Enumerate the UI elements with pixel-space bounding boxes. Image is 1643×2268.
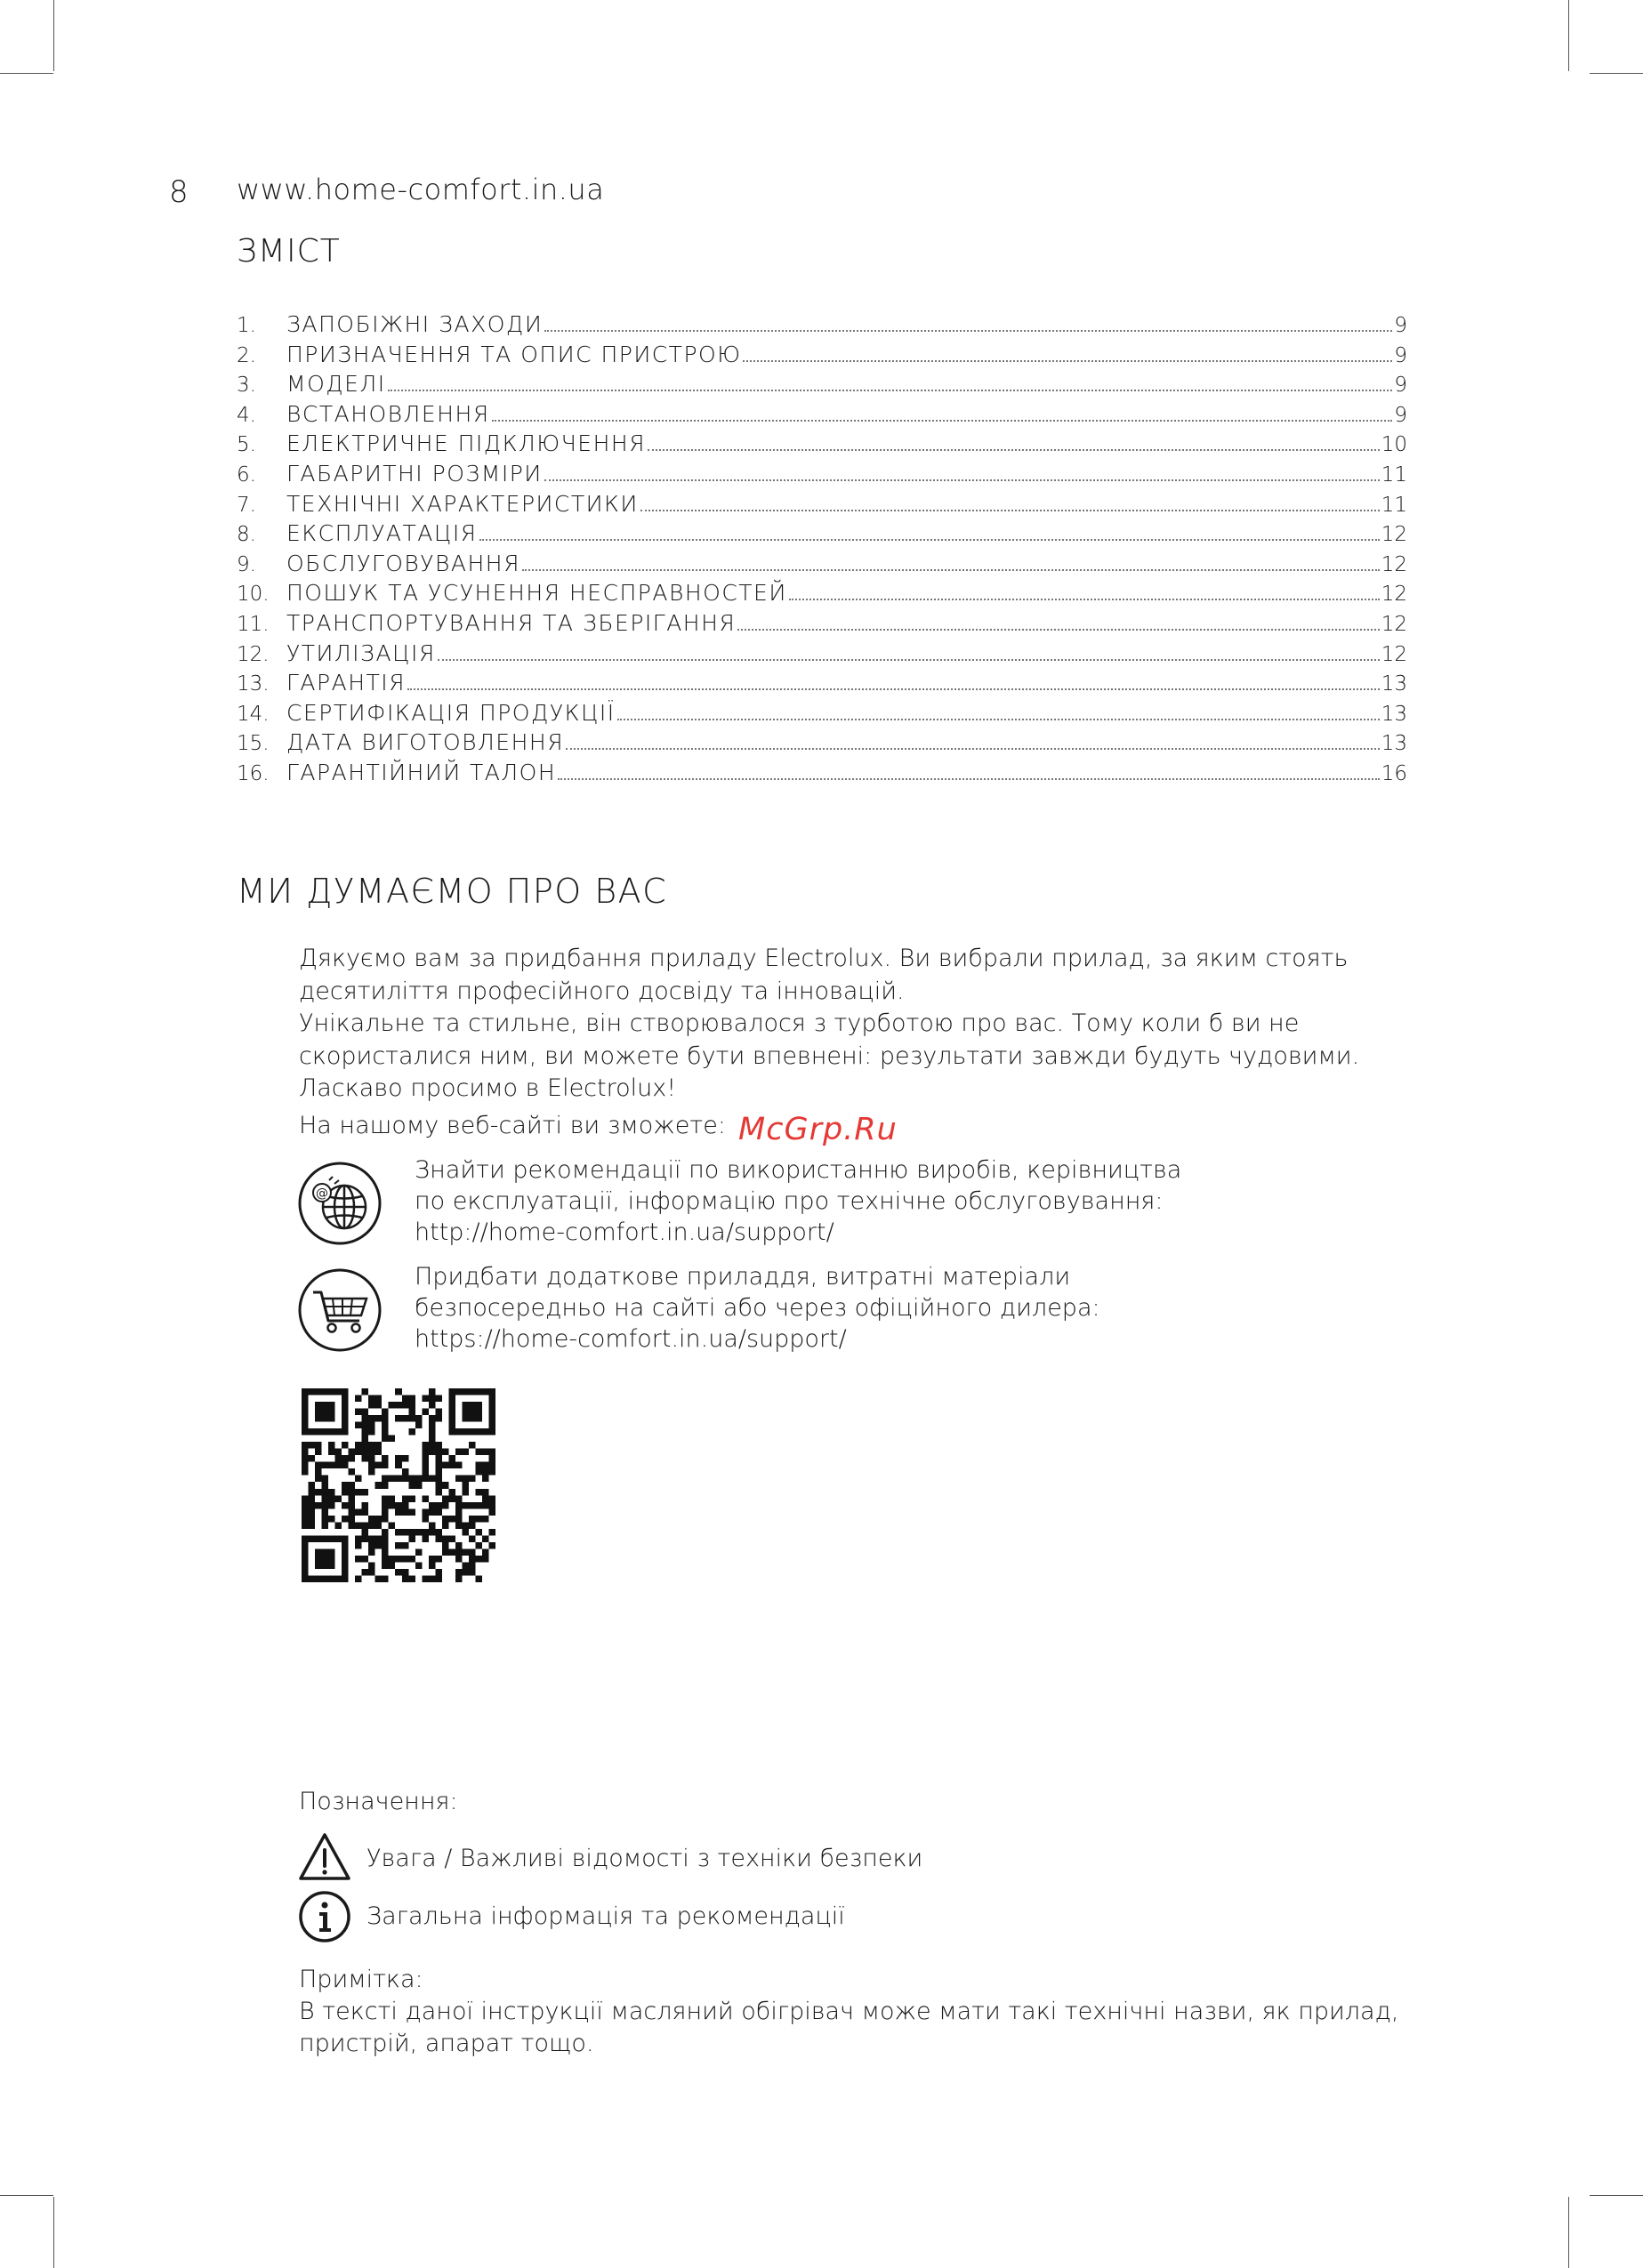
toc-row[interactable] xyxy=(237,430,1407,461)
page-number: 8 xyxy=(169,174,189,210)
toc-item-page: 13 xyxy=(1381,672,1407,696)
toc-row[interactable] xyxy=(237,729,1407,760)
toc-item-title: ЕКСПЛУАТАЦІЯ xyxy=(286,520,478,547)
crop-mark xyxy=(53,0,54,71)
toc-item-page: 13 xyxy=(1381,732,1407,756)
note-heading: Примітка: xyxy=(299,1966,423,1993)
about-heading: МИ ДУМАЄМО ПРО ВАС xyxy=(237,872,668,911)
toc-item-page: 9 xyxy=(1394,374,1407,398)
toc-item-number: 3. xyxy=(237,374,256,398)
toc-item-title: ТЕХНІЧНІ ХАРАКТЕРИСТИКИ xyxy=(286,490,639,517)
toc-item-number: 10. xyxy=(237,583,270,607)
crop-mark xyxy=(53,2197,54,2268)
toc-leader-dots xyxy=(438,658,1380,661)
crop-mark xyxy=(1568,2197,1569,2268)
crop-mark xyxy=(0,73,53,74)
info-icon xyxy=(297,1889,352,1944)
toc-item-title: ПРИЗНАЧЕННЯ ТА ОПИС ПРИСТРОЮ xyxy=(286,341,742,367)
toc-item-page: 13 xyxy=(1381,702,1407,726)
toc-leader-dots xyxy=(743,359,1392,362)
feature-line: Придбати додаткове приладдя, витратні матеріали xyxy=(415,1263,1071,1291)
toc-item-title: ДАТА ВИГОТОВЛЕННЯ xyxy=(286,729,565,756)
qr-code[interactable] xyxy=(302,1388,495,1582)
toc-item-page: 11 xyxy=(1381,493,1407,517)
toc-item-title: ГАРАНТІЙНИЙ ТАЛОН xyxy=(286,759,557,785)
toc-item-number: 6. xyxy=(237,462,256,487)
crop-mark xyxy=(1590,73,1643,74)
toc-item-page: 9 xyxy=(1394,403,1407,427)
toc-item-title: ЗАПОБІЖНІ ЗАХОДИ xyxy=(286,311,544,337)
warning-icon xyxy=(297,1830,352,1886)
toc-item-number: 8. xyxy=(237,523,256,547)
toc-item-number: 7. xyxy=(237,493,256,517)
toc-row[interactable] xyxy=(237,551,1407,581)
toc-row[interactable] xyxy=(237,520,1407,551)
toc-leader-dots xyxy=(789,598,1380,600)
toc-item-title: ПОШУК ТА УСУНЕННЯ НЕСПРАВНОСТЕЙ xyxy=(286,580,787,607)
toc-item-number: 15. xyxy=(237,732,270,756)
svg-text:@: @ xyxy=(316,1186,328,1201)
intro-line: Ласкаво просимо в Electrolux! xyxy=(299,1074,677,1102)
toc-leader-dots xyxy=(544,329,1392,332)
toc-item-title: ЕЛЕКТРИЧНЕ ПІДКЛЮЧЕННЯ xyxy=(286,430,647,457)
toc-leader-dots xyxy=(648,448,1380,451)
globe-icon xyxy=(297,1161,383,1246)
note-line: В тексті даної інструкції масляний обігрівач може мати такі технічні назви, як прилад, xyxy=(299,1998,1399,2025)
toc-row[interactable] xyxy=(237,311,1407,342)
toc-leader-dots xyxy=(558,777,1380,780)
toc-row[interactable] xyxy=(237,640,1407,671)
toc-row[interactable] xyxy=(237,610,1407,640)
toc-item-number: 13. xyxy=(237,672,270,696)
website-can-text: На нашому веб-сайті ви зможете: xyxy=(299,1112,726,1139)
toc-item-page: 9 xyxy=(1394,343,1407,367)
toc-leader-dots xyxy=(617,718,1380,720)
toc-item-page: 16 xyxy=(1381,761,1407,785)
support-link[interactable]: http://home-comfort.in.ua/support/ xyxy=(415,1218,834,1246)
watermark: McGrp.Ru xyxy=(738,1112,898,1147)
crop-mark xyxy=(0,2195,53,2196)
toc-leader-dots xyxy=(492,419,1393,422)
intro-line: Унікальне та стильне, він створювалося з турботою про вас. Тому коли б ви не xyxy=(299,1009,1300,1037)
toc-item-number: 4. xyxy=(237,403,256,427)
feature-shop-text xyxy=(415,1261,1393,1355)
toc-leader-dots xyxy=(566,747,1380,750)
toc-row[interactable] xyxy=(237,371,1407,401)
note-line: пристрій, апарат тощо. xyxy=(299,2030,594,2057)
toc-row[interactable] xyxy=(237,491,1407,521)
toc-leader-dots xyxy=(640,509,1380,511)
toc-heading: ЗМІСТ xyxy=(237,233,341,269)
toc-item-title: ГАБАРИТНІ РОЗМІРИ xyxy=(286,460,543,487)
feature-line: по експлуатації, інформацію про технічне обслуговування: xyxy=(415,1187,1164,1215)
header-website-link[interactable]: www.home-comfort.in.ua xyxy=(237,173,605,206)
toc-item-title: МОДЕЛІ xyxy=(286,371,386,398)
toc-item-number: 5. xyxy=(237,433,256,457)
legend-warning-text: Увага / Важливі відомості з техніки безпеки xyxy=(366,1845,923,1872)
toc-leader-dots xyxy=(544,479,1380,481)
toc-item-page: 12 xyxy=(1381,552,1407,576)
feature-line: безпосередньо на сайті або через офіційного дилера: xyxy=(415,1294,1100,1322)
toc-item-page: 10 xyxy=(1381,433,1407,457)
toc-leader-dots xyxy=(407,688,1380,690)
toc-row[interactable] xyxy=(237,461,1407,491)
toc-item-number: 9. xyxy=(237,552,256,576)
toc-leader-dots xyxy=(522,568,1380,571)
toc-row[interactable] xyxy=(237,401,1407,431)
toc-item-page: 12 xyxy=(1381,583,1407,607)
table-of-contents xyxy=(237,311,1407,790)
toc-item-title: ВСТАНОВЛЕННЯ xyxy=(286,400,490,427)
toc-item-number: 2. xyxy=(237,343,256,367)
legend-heading: Позначення: xyxy=(299,1788,458,1815)
intro-line: Дякуємо вам за придбання приладу Electrolux. Ви вибрали прилад, за яким стоять xyxy=(299,945,1349,972)
crop-mark xyxy=(1590,2195,1643,2196)
toc-item-number: 1. xyxy=(237,314,256,337)
toc-item-page: 12 xyxy=(1381,612,1407,636)
toc-item-title: ГАРАНТІЯ xyxy=(286,670,407,696)
toc-item-title: ОБСЛУГОВУВАННЯ xyxy=(286,550,520,576)
shop-link[interactable]: https://home-comfort.in.ua/support/ xyxy=(415,1325,847,1353)
toc-item-page: 12 xyxy=(1381,523,1407,547)
toc-row[interactable] xyxy=(237,760,1407,790)
toc-leader-dots xyxy=(737,628,1379,631)
note xyxy=(299,1964,1411,2060)
legend-info-text: Загальна інформація та рекомендації xyxy=(366,1902,845,1930)
toc-item-number: 16. xyxy=(237,761,270,785)
intro-line: скористалися ним, ви можете бути впевнені: результати завжди будуть чудовими. xyxy=(299,1042,1360,1070)
feature-line: Знайти рекомендації по використанню виробів, керівництва xyxy=(415,1156,1182,1184)
toc-item-page: 11 xyxy=(1381,462,1407,487)
toc-row[interactable] xyxy=(237,700,1407,730)
feature-support-text xyxy=(415,1154,1393,1248)
toc-item-title: УТИЛІЗАЦІЯ xyxy=(286,639,436,666)
toc-leader-dots xyxy=(388,389,1393,391)
intro-line: десятиліття професійного досвіду та інновацій. xyxy=(299,977,905,1005)
toc-item-page: 9 xyxy=(1394,314,1407,337)
toc-row[interactable] xyxy=(237,670,1407,700)
toc-item-number: 14. xyxy=(237,702,270,726)
shopping-cart-icon xyxy=(297,1267,383,1353)
toc-row[interactable] xyxy=(237,580,1407,610)
toc-item-title: СЕРТИФІКАЦІЯ ПРОДУКЦІЇ xyxy=(286,699,616,726)
toc-leader-dots xyxy=(479,538,1380,541)
toc-item-number: 11. xyxy=(237,612,270,636)
toc-item-title: ТРАНСПОРТУВАННЯ ТА ЗБЕРІГАННЯ xyxy=(286,609,737,636)
crop-mark xyxy=(1568,0,1569,71)
toc-item-page: 12 xyxy=(1381,642,1407,666)
toc-item-number: 12. xyxy=(237,642,270,666)
toc-row[interactable] xyxy=(237,342,1407,372)
intro-paragraph xyxy=(299,943,1411,1106)
